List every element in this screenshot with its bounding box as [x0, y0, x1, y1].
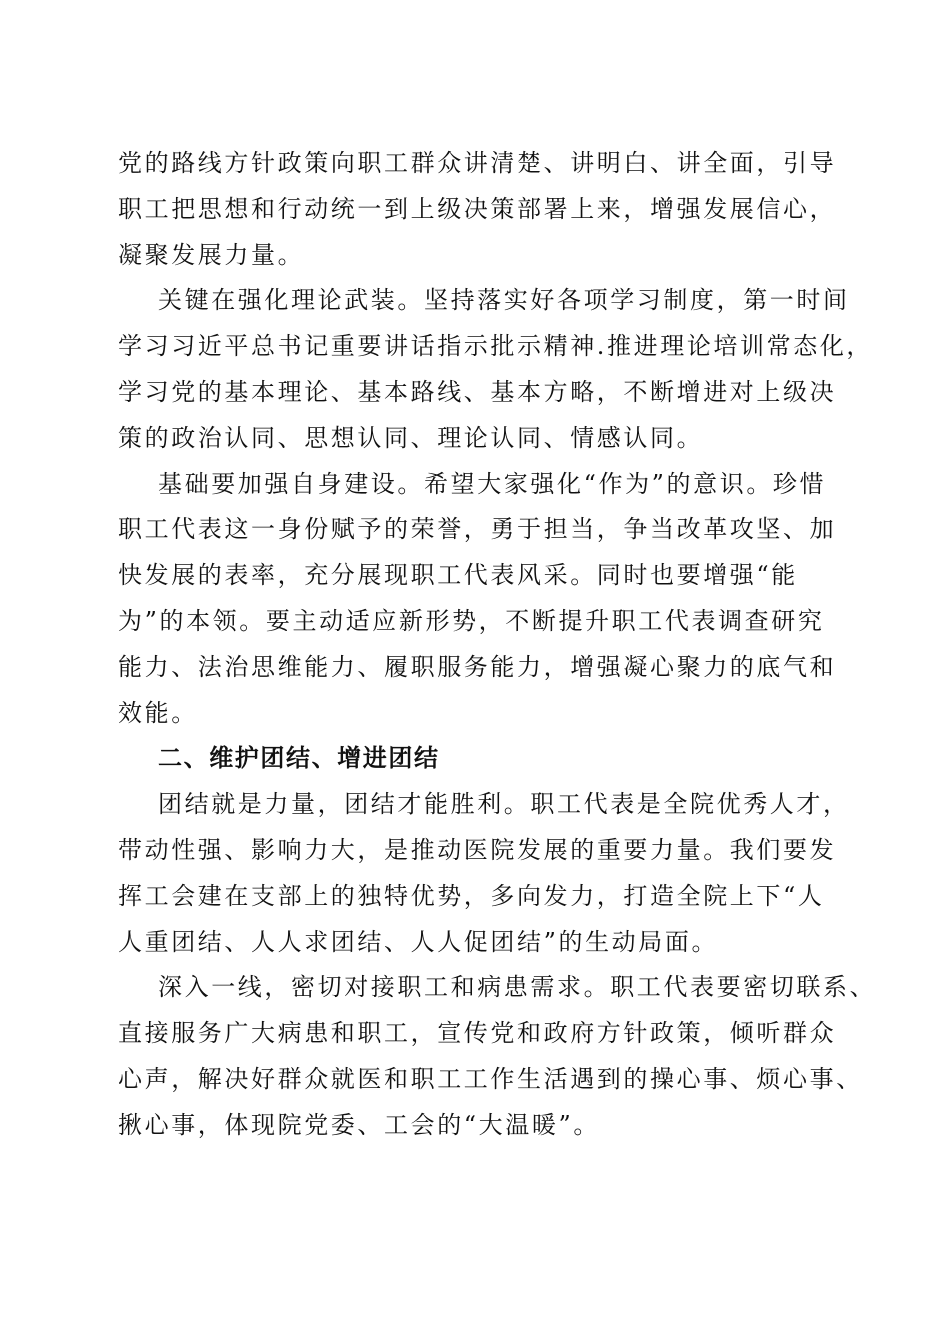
paragraph-5 [118, 965, 877, 1148]
paragraph-line: 关键在强化理论武装。坚持落实好各项学习制度，第一时间 [158, 286, 850, 315]
paragraph-3 [118, 462, 838, 737]
paragraph-line: 职工代表这一身份赋予的荣誉，勇于担当，争当改革攻坚、加 [118, 515, 837, 544]
paragraph-1 [118, 141, 838, 278]
paragraph-line: 能力、法治思维能力、履职服务能力，增强凝心聚力的底气和 [118, 652, 837, 681]
paragraph-2 [118, 278, 874, 461]
paragraph-line: 基础要加强自身建设。希望大家强化“作为”的意识。珍惜 [158, 469, 827, 498]
paragraph-line: 党的路线方针政策向职工群众讲清楚、讲明白、讲全面，引导 [118, 149, 837, 177]
document-body [118, 141, 877, 1149]
paragraph-line: 团结就是力量，团结才能胜利。职工代表是全院优秀人才， [158, 790, 850, 819]
paragraph-line: 带动性强、影响力大，是推动医院发展的重要力量。我们要发 [118, 835, 837, 864]
paragraph-line: 效能。 [118, 698, 198, 727]
paragraph-line: 策的政治认同、思想认同、理论认同、情感认同。 [118, 423, 704, 452]
paragraph-line: 学习党的基本理论、基本路线、基本方略，不断增进对上级决 [118, 377, 837, 406]
paragraph-line: 深入一线，密切对接职工和病患需求。职工代表要密切联系、 [158, 973, 877, 1002]
paragraph-line: 心声，解决好群众就医和职工工作生活遇到的操心事、烦心事、 [118, 1064, 863, 1093]
paragraph-line: 凝聚发展力量。 [118, 240, 305, 269]
paragraph-line: 挥工会建在支部上的独特优势，多向发力，打造全院上下“人 [118, 881, 825, 910]
paragraph-line: 职工把思想和行动统一到上级决策部署上来，增强发展信心， [118, 194, 837, 223]
paragraph-line: 学习习近平总书记重要讲话指示批示精神.推进理论培训常态化， [118, 332, 874, 361]
paragraph-line: 为”的本领。要主动适应新形势，不断提升职工代表调查研究 [118, 606, 825, 635]
paragraph-line: 人重团结、人人求团结、人人促团结”的生动局面。 [118, 927, 719, 956]
section-heading: 二、维护团结、增进团结 [158, 744, 440, 773]
paragraph-4 [118, 782, 850, 965]
paragraph-line: 快发展的表率，充分展现职工代表风采。同时也要增强“能 [118, 561, 798, 590]
paragraph-line: 直接服务广大病患和职工，宣传党和政府方针政策，倾听群众 [118, 1019, 837, 1048]
paragraph-line: 揪心事，体现院党委、工会的“大温暖”。 [118, 1110, 600, 1139]
